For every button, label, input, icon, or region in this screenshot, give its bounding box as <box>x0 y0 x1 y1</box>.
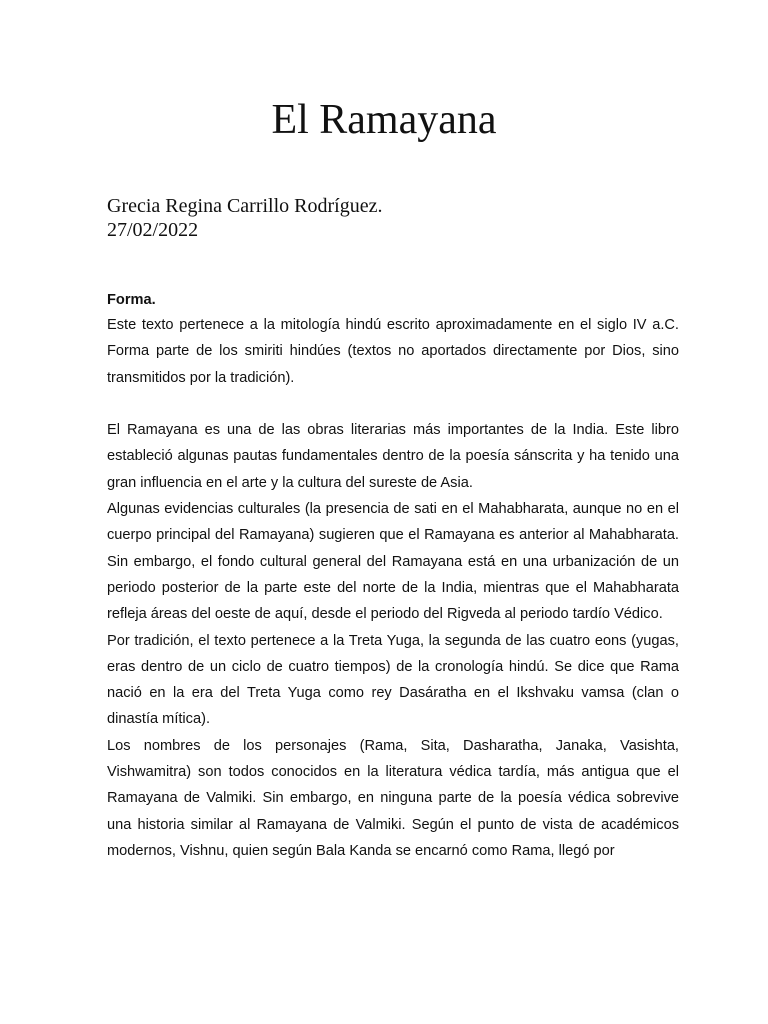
document-date: 27/02/2022 <box>107 219 199 241</box>
paragraph: Por tradición, el texto pertenece a la Treta Yuga, la segunda de las cuatro eons (yugas, eras dentro de un ciclo de cuatro tiempos) de la cronología hindú. Se dice que Rama nació en la era del Treta Yuga como rey Dasáratha en el Ikshvaku vamsa (clan o dinastía mítica). <box>107 632 679 728</box>
document-title: El Ramayana <box>271 97 497 143</box>
author-name: Grecia Regina Carrillo Rodríguez. <box>107 195 383 217</box>
document-meta <box>107 194 382 242</box>
paragraph: Algunas evidencias culturales (la presencia de sati en el Mahabharata, aunque no en el cuerpo principal del Ramayana) sugieren que el Ramayana es anterior al Mahabharata. Sin embargo, el fondo cultural general del Ramayana está en una urbanización de un periodo posterior de la parte este del norte de la India, mientras que el Mahabharata refleja áreas del oeste de aquí, desde el periodo del Rigveda al periodo tardío Védico. <box>107 501 679 623</box>
document-body <box>107 288 679 864</box>
paragraph: Los nombres de los personajes (Rama, Sita, Dasharatha, Janaka, Vasishta, Vishwamitra) son todos conocidos en la literatura védica tardía, más antigua que el Ramayana de Valmiki. Sin embargo, en ninguna parte de la poesía védica sobrevive una historia similar al Ramayana de Valmiki. Según el punto de vista de académicos modernos, Vishnu, quien según Bala Kanda se encarnó como Rama, llegó por <box>107 737 679 859</box>
section-heading: Forma. <box>107 292 156 308</box>
paragraph: Este texto pertenece a la mitología hindú escrito aproximadamente en el siglo IV a.C. Forma parte de los smiriti hindúes (textos no aportados directamente por Dios, sino transmitidos por la tradición). <box>107 317 679 386</box>
paragraph-spacer <box>107 391 679 417</box>
paragraph: El Ramayana es una de las obras literarias más importantes de la India. Este libro estableció algunas pautas fundamentales dentro de la poesía sánscrita y ha tenido una gran influencia en el arte y la cultura del sureste de Asia. <box>107 422 679 491</box>
